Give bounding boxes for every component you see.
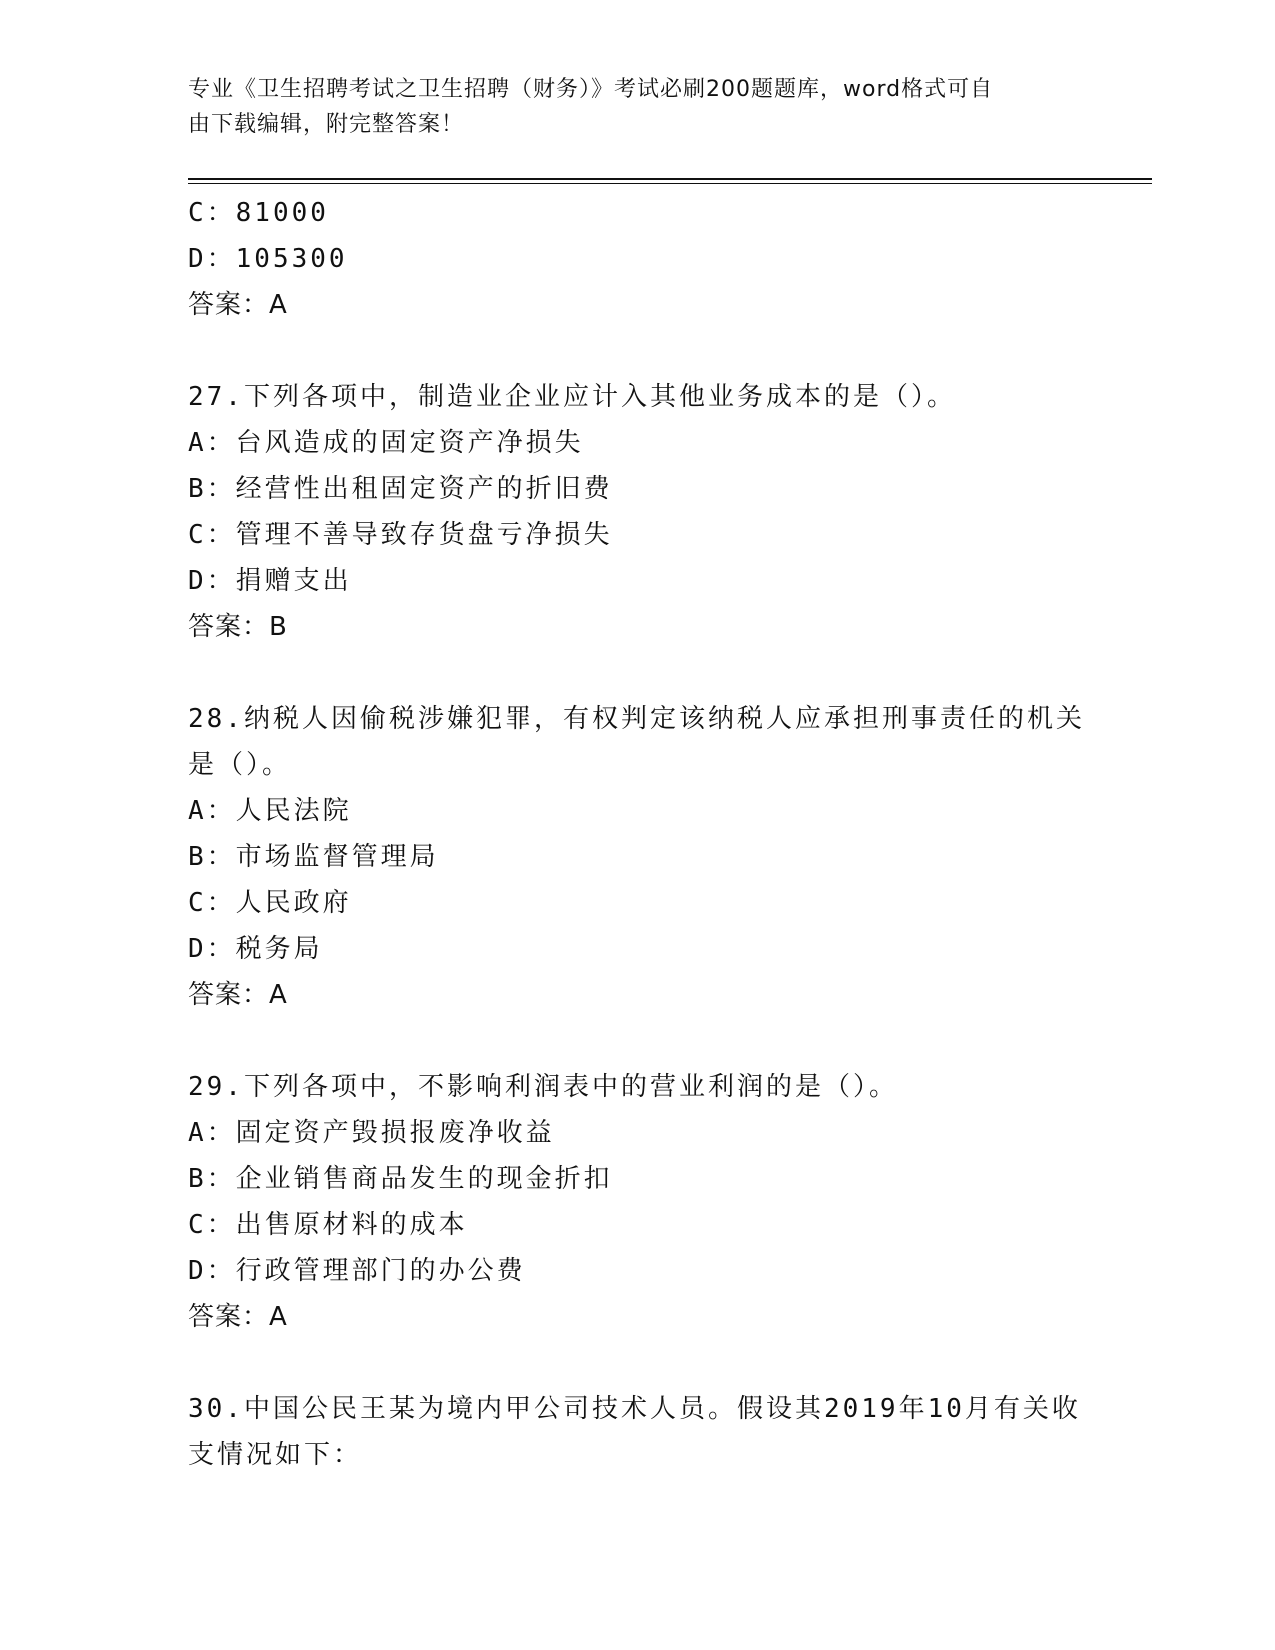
question-spacer (188, 328, 1088, 374)
question-27 (188, 374, 1088, 650)
question-stem-line-2: 是（）。 (188, 750, 292, 780)
option-b: B：企业销售商品发生的现金折扣 (188, 1164, 613, 1194)
answer: 答案：B (188, 612, 288, 642)
question-stem-line-1: 28.纳税人因偷税涉嫌犯罪，有权判定该纳税人应承担刑事责任的机关 (188, 704, 1085, 734)
option-d: D：105300 (188, 244, 348, 274)
answer: 答案：A (188, 290, 288, 320)
question-30 (188, 1386, 1088, 1478)
option-c: C：81000 (188, 198, 329, 228)
option-d: D：行政管理部门的办公费 (188, 1256, 526, 1286)
option-c: C：出售原材料的成本 (188, 1210, 468, 1240)
question-spacer (188, 1340, 1088, 1386)
option-c: C：人民政府 (188, 888, 352, 918)
question-28 (188, 696, 1088, 1018)
document-header (188, 72, 1068, 142)
question-stem-line-2: 支情况如下： (188, 1440, 363, 1470)
option-d: D：税务局 (188, 934, 323, 964)
option-b: B：市场监督管理局 (188, 842, 439, 872)
header-divider-thin (188, 183, 1152, 184)
option-c: C：管理不善导致存货盘亏净损失 (188, 520, 613, 550)
option-a: A：台风造成的固定资产净损失 (188, 428, 584, 458)
question-spacer (188, 650, 1088, 696)
answer: 答案：A (188, 980, 288, 1010)
question-29 (188, 1064, 1088, 1340)
header-divider-thick (188, 178, 1152, 180)
question-26-tail (188, 190, 1088, 328)
answer: 答案：A (188, 1302, 288, 1332)
header-line-2: 由下载编辑，附完整答案！ (188, 112, 465, 137)
question-stem: 27.下列各项中，制造业企业应计入其他业务成本的是（）。 (188, 382, 956, 412)
option-a: A：人民法院 (188, 796, 352, 826)
option-b: B：经营性出租固定资产的折旧费 (188, 474, 613, 504)
option-d: D：捐赠支出 (188, 566, 352, 596)
question-stem: 29.下列各项中，不影响利润表中的营业利润的是（）。 (188, 1072, 898, 1102)
question-stem-line-1: 30.中国公民王某为境内甲公司技术人员。假设其2019年10月有关收 (188, 1394, 1081, 1424)
header-line-1: 专业《卫生招聘考试之卫生招聘（财务）》考试必刷200题题库，word格式可自 (188, 77, 994, 102)
option-a: A：固定资产毁损报废净收益 (188, 1118, 555, 1148)
question-spacer (188, 1018, 1088, 1064)
question-content (188, 190, 1088, 1478)
